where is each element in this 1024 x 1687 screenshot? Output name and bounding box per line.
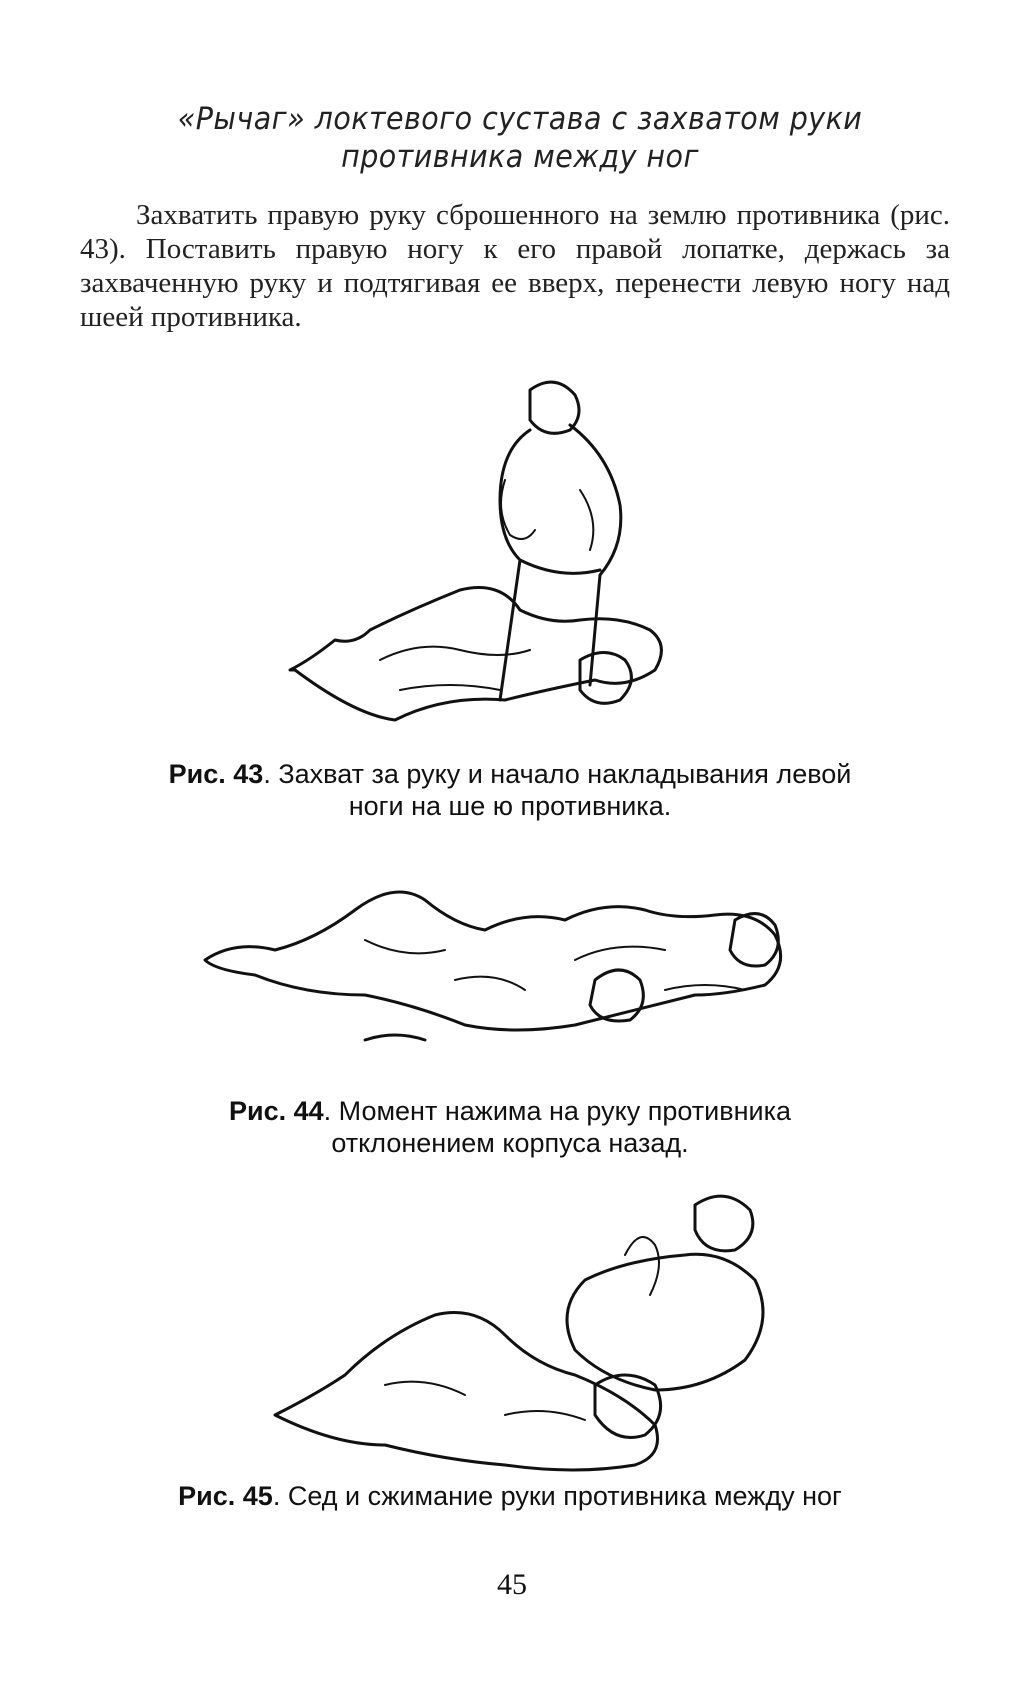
- standing-figure-body: [500, 425, 621, 700]
- figure-43-illustration: [280, 370, 680, 740]
- section-heading-line-1: «Рычаг» локтевого сустава с захватом руки: [177, 101, 863, 137]
- page-number: 45: [497, 1568, 527, 1601]
- figure-45-caption-text-1: . Сед и сжимание руки противника между ног: [272, 1481, 842, 1511]
- section-heading: [115, 100, 925, 176]
- figure-44-caption-text-1: . Момент нажима на руку противника: [323, 1096, 792, 1126]
- sitting-figure-arms: [625, 1237, 659, 1295]
- figure-43-drawing: [280, 370, 680, 740]
- standing-figure-arms: [501, 480, 593, 550]
- figure-44-drawing: [195, 860, 835, 1060]
- sitting-figure-helmet: [695, 1196, 753, 1251]
- figure-45-illustration: [255, 1185, 795, 1475]
- sitting-figure-torso: [567, 1254, 763, 1390]
- lying-figure-head: [580, 653, 631, 704]
- figure-44-caption-line-1: [80, 1095, 940, 1127]
- figure-44-head-right: [730, 914, 778, 966]
- lying-figures-body: [205, 892, 781, 1030]
- instruction-paragraph: Захватить правую руку сброшенного на землю противника (рис. 43). Поставить правую ногу к его правой лопатке, держась за захваченную руку и подтягивая ее вверх, перенести левую ногу над шеей противника.: [80, 199, 950, 333]
- figure-43-label: Рис. 43: [168, 759, 264, 789]
- figure-44-illustration: [195, 860, 835, 1060]
- figure-45-drawing: [255, 1185, 795, 1475]
- figure-45-folds: [385, 1382, 585, 1420]
- figure-43-caption-line-1: [80, 758, 940, 790]
- figure-44-caption-line-2: отклонением корпуса назад.: [331, 1128, 689, 1158]
- section-heading-line-2: противника между ног: [341, 139, 699, 175]
- figure-43-caption-line-2: ноги на ше ю противника.: [348, 791, 672, 821]
- lying-figures-folds: [365, 940, 745, 990]
- figure-43-caption-text-1: . Захват за руку и начало накладывания левой: [263, 759, 852, 789]
- figure-45-label: Рис. 45: [178, 1481, 273, 1511]
- figure-43-caption: [80, 758, 940, 822]
- lying-figure-head: [595, 1375, 661, 1438]
- figure-44-hand: [365, 1035, 425, 1040]
- figure-44-label: Рис. 44: [228, 1096, 324, 1126]
- figure-45-caption: [80, 1480, 940, 1512]
- lying-figure-legs: [275, 1313, 658, 1471]
- figure-44-caption: [80, 1095, 940, 1159]
- figure-45-caption-line-1: [80, 1480, 940, 1512]
